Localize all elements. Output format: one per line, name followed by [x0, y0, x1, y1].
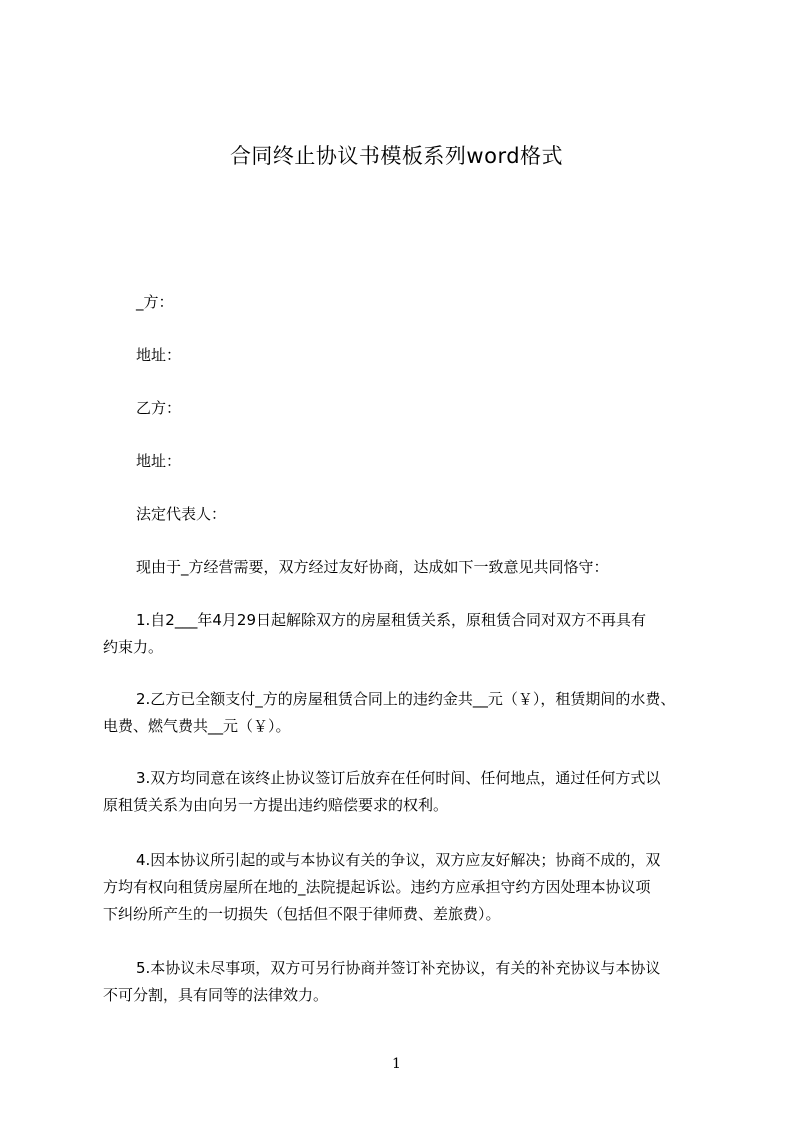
clause-4-line-1: 4.因本协议所引起的或与本协议有关的争议，双方应友好解决；协商不成的，双	[136, 851, 661, 869]
clause-1	[103, 607, 703, 661]
clause-5-line-2: 不可分割，具有同等的法律效力。	[103, 986, 329, 1004]
clause-3	[103, 765, 703, 819]
clause-2-line-2: 电费、燃气费共__元（￥）。	[103, 717, 291, 735]
clause-3-line-1: 3.双方均同意在该终止协议签订后放弃在任何时间、任何地点，通过任何方式以	[136, 769, 661, 787]
clause-4-line-3: 下纠纷所产生的一切损失（包括但不限于律师费、差旅费）。	[103, 905, 501, 923]
clause-2	[103, 686, 703, 740]
clause-4-line-2: 方均有权向租赁房屋所在地的_法院提起诉讼。违约方应承担守约方因处理本协议项	[103, 878, 651, 896]
clause-2-line-1: 2.乙方已全额支付_方的房屋租赁合同上的违约金共__元（￥），租赁期间的水费、	[136, 690, 676, 708]
clause-3-line-2: 原租赁关系为由向另一方提出违约赔偿要求的权利。	[103, 796, 449, 814]
clause-5	[103, 955, 703, 1009]
clause-5-line-1: 5.本协议未尽事项，双方可另行协商并签订补充协议，有关的补充协议与本协议	[136, 959, 661, 977]
clause-4	[103, 847, 703, 928]
party-b-label: 乙方：	[136, 399, 182, 417]
intro-paragraph: 现由于_方经营需要，双方经过友好协商，达成如下一致意见共同恪守：	[136, 558, 609, 576]
legal-representative-label: 法定代表人：	[136, 505, 227, 523]
party-a-label: _方：	[136, 293, 174, 311]
document-title: 合同终止协议书模板系列word格式	[229, 144, 564, 168]
party-a-address-label: 地址：	[136, 346, 182, 364]
clause-1-line-1: 1.自2___年4月29日起解除双方的房屋租赁关系，原租赁合同对双方不再具有	[136, 611, 646, 629]
page-number: 1	[392, 1056, 401, 1072]
clause-1-line-2: 约束力。	[103, 638, 164, 656]
party-b-address-label: 地址：	[136, 452, 182, 470]
